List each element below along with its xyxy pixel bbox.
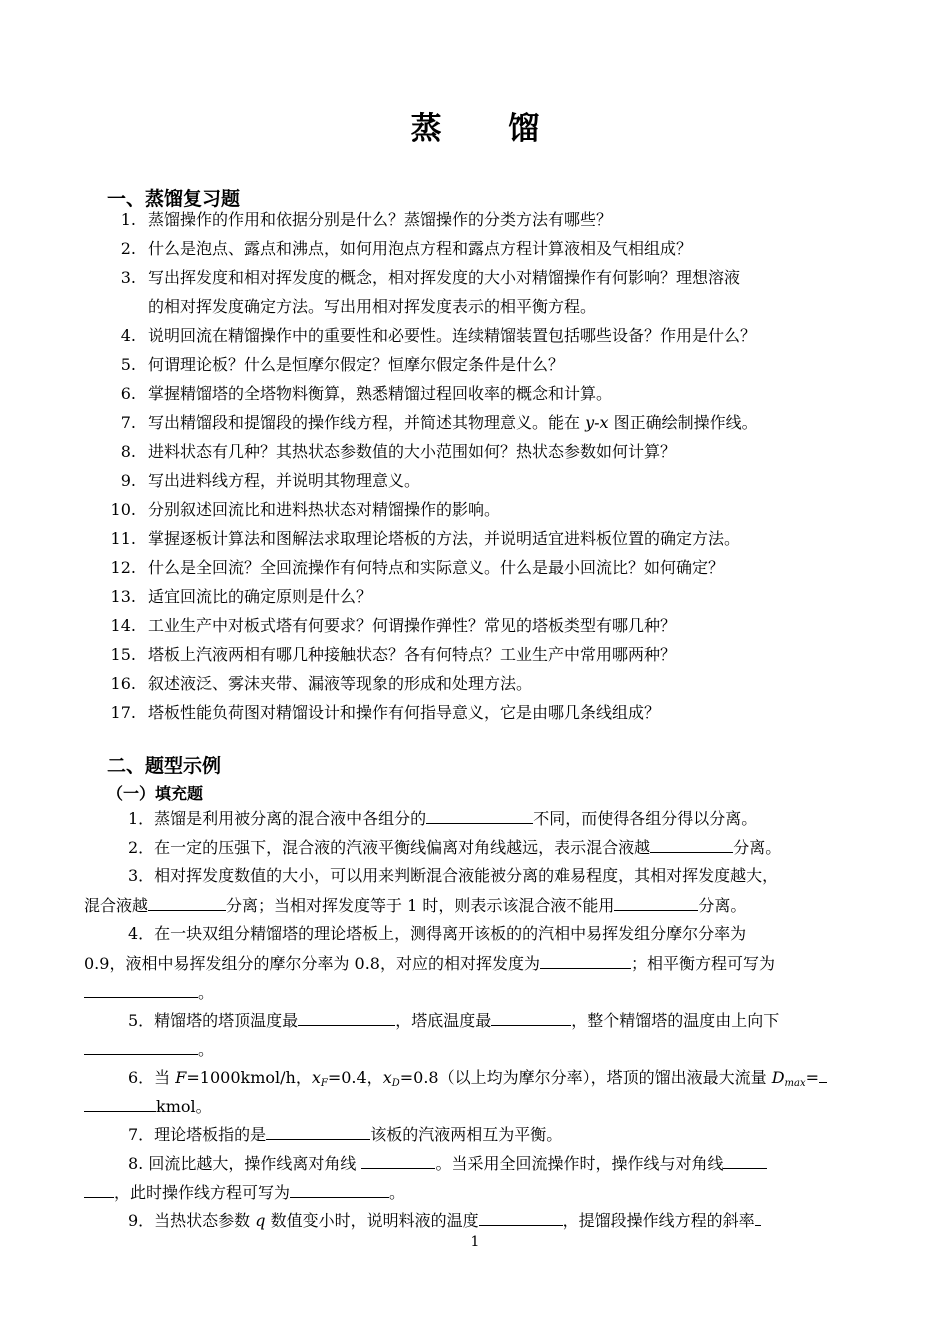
review-question bbox=[96, 645, 676, 665]
question-text: 。 bbox=[198, 983, 215, 1002]
answer-blank[interactable] bbox=[819, 1067, 827, 1083]
math-variable: y-x bbox=[585, 413, 609, 432]
question-text: 分离；当相对挥发度等于 1 时，则表示该混合液不能用 bbox=[226, 896, 615, 915]
question-text: 叙述液泛、雾沫夹带、漏液等现象的形成和处理方法。 bbox=[148, 674, 533, 693]
question-text: 。 bbox=[389, 1183, 406, 1202]
answer-blank[interactable] bbox=[84, 1039, 198, 1055]
fill-question-2 bbox=[128, 837, 781, 858]
question-text: 塔板性能负荷图对精馏设计和操作有何指导意义，它是由哪几条线组成？ bbox=[148, 703, 661, 722]
review-question bbox=[96, 471, 420, 491]
question-text: 写出进料线方程，并说明其物理意义。 bbox=[148, 471, 421, 490]
review-question bbox=[96, 442, 676, 462]
question-text: 分别叙述回流比和进料热状态对精馏操作的影响。 bbox=[148, 500, 501, 519]
review-question bbox=[96, 268, 740, 288]
fill-question-6-cont bbox=[84, 1096, 212, 1117]
fill-question-1 bbox=[128, 808, 757, 829]
question-number: 15. bbox=[110, 645, 136, 664]
question-text: 什么是全回流？全回流操作有何特点和实际意义。什么是最小回流比？如何确定？ bbox=[148, 558, 725, 577]
review-question bbox=[96, 413, 758, 433]
question-text: 6．当 bbox=[128, 1068, 176, 1087]
section1-heading: 一、蒸馏复习题 bbox=[107, 188, 241, 210]
subscript-F: F bbox=[320, 1078, 328, 1089]
question-number: 7. bbox=[120, 413, 136, 432]
question-text: 不同，而使得各组分得以分离。 bbox=[533, 809, 758, 828]
question-text: =1000kmol/h， bbox=[186, 1068, 312, 1087]
var-xD: x bbox=[382, 1068, 392, 1087]
answer-blank[interactable] bbox=[650, 837, 733, 853]
answer-blank[interactable] bbox=[614, 895, 698, 911]
section2-heading: 二、题型示例 bbox=[107, 755, 222, 777]
answer-blank[interactable] bbox=[491, 1010, 571, 1026]
question-text: 适宜回流比的确定原则是什么？ bbox=[148, 587, 373, 606]
question-number: 4. bbox=[120, 326, 136, 345]
answer-blank[interactable] bbox=[266, 1124, 370, 1140]
question-text: 何谓理论板？什么是恒摩尔假定？恒摩尔假定条件是什么？ bbox=[148, 355, 565, 374]
review-question bbox=[96, 558, 724, 578]
question-text: 掌握逐板计算法和图解法求取理论塔板的方法，并说明适宜进料板位置的确定方法。 bbox=[148, 529, 741, 548]
question-text: 工业生产中对板式塔有何要求？何谓操作弹性？常见的塔板类型有哪几种？ bbox=[148, 616, 677, 635]
question-number: 16. bbox=[110, 674, 136, 693]
question-text: 0.9，液相中易挥发组分的摩尔分率为 0.8，对应的相对挥发度为 bbox=[84, 954, 540, 973]
question-text: ，此时操作线方程可写为 bbox=[114, 1183, 291, 1202]
answer-blank[interactable] bbox=[148, 895, 226, 911]
answer-blank[interactable] bbox=[84, 1096, 156, 1112]
question-text: 7．理论塔板指的是 bbox=[128, 1125, 267, 1144]
question-text: = bbox=[805, 1068, 820, 1087]
review-question bbox=[96, 674, 532, 694]
question-number: 17. bbox=[110, 703, 136, 722]
page-number: 1 bbox=[470, 1234, 480, 1250]
answer-blank[interactable] bbox=[84, 982, 198, 998]
answer-blank[interactable] bbox=[426, 808, 533, 824]
question-text: 1．蒸馏是利用被分离的混合液中各组分的 bbox=[128, 809, 427, 828]
question-number: 5. bbox=[120, 355, 136, 374]
subscript-max: max bbox=[784, 1078, 806, 1089]
question-text: 写出精馏段和提馏段的操作线方程，并简述其物理意义。能在 y-x 图正确绘制操作线。 bbox=[148, 413, 758, 432]
question-text: 。 bbox=[198, 1040, 215, 1059]
question-text: 说明回流在精馏操作中的重要性和必要性。连续精馏装置包括哪些设备？作用是什么？ bbox=[148, 326, 757, 345]
fill-question-9 bbox=[128, 1210, 761, 1231]
answer-blank[interactable] bbox=[723, 1153, 767, 1169]
question-text: 写出挥发度和相对挥发度的概念，相对挥发度的大小对精馏操作有何影响？理想溶液 bbox=[148, 268, 741, 287]
question-number: 6. bbox=[120, 384, 136, 403]
answer-blank[interactable] bbox=[84, 1182, 114, 1198]
question-text: ，提馏段操作线方程的斜率 bbox=[562, 1211, 755, 1230]
fill-question-5-cont bbox=[84, 1039, 214, 1060]
review-question bbox=[96, 529, 740, 549]
question-number: 1. bbox=[120, 210, 136, 229]
question-text: ；相平衡方程可写为 bbox=[630, 954, 775, 973]
answer-blank[interactable] bbox=[290, 1182, 389, 1198]
question-text: 数值变小时，说明料液的温度 bbox=[265, 1211, 479, 1230]
review-question bbox=[96, 355, 564, 375]
review-question bbox=[96, 616, 676, 636]
var-Dmax: D bbox=[771, 1068, 785, 1087]
fill-question-3: 3．相对挥发度数值的大小，可以用来判断混合液能被分离的难易程度，其相对挥发度越大， bbox=[128, 866, 779, 885]
question-text: =0.4， bbox=[327, 1068, 383, 1087]
question-text: kmol。 bbox=[156, 1097, 212, 1116]
fill-question-5 bbox=[128, 1010, 779, 1031]
fill-question-6 bbox=[128, 1067, 827, 1094]
question-text: 蒸馏操作的作用和依据分别是什么？蒸馏操作的分类方法有哪些？ bbox=[148, 210, 613, 229]
question-text: 该板的汽液两相互为平衡。 bbox=[370, 1125, 563, 1144]
question-text: 2．在一定的压强下，混合液的汽液平衡线偏离对角线越远，表示混合液越 bbox=[128, 838, 651, 857]
question-text: 8. 回流比越大，操作线离对角线 bbox=[128, 1154, 362, 1173]
question-number: 13. bbox=[110, 587, 136, 606]
answer-blank[interactable] bbox=[479, 1210, 563, 1226]
question-number: 14. bbox=[110, 616, 136, 635]
question-text: 混合液越 bbox=[84, 896, 149, 915]
answer-blank[interactable] bbox=[361, 1153, 435, 1169]
fill-question-4-cont2 bbox=[84, 982, 214, 1003]
question-number: 2. bbox=[120, 239, 136, 258]
question-number: 12. bbox=[110, 558, 136, 577]
question-text: 5．精馏塔的塔顶温度最 bbox=[128, 1011, 299, 1030]
review-question bbox=[96, 326, 756, 346]
question-text: 分离。 bbox=[733, 838, 782, 857]
question-number: 10. bbox=[110, 500, 136, 519]
question-text: 掌握精馏塔的全塔物料衡算，熟悉精馏过程回收率的概念和计算。 bbox=[148, 384, 613, 403]
question-text: 分离。 bbox=[698, 896, 747, 915]
review-question bbox=[96, 239, 692, 259]
fill-question-7 bbox=[128, 1124, 562, 1145]
fill-question-4: 4．在一块双组分精馏塔的理论塔板上，测得离开该板的的汽相中易挥发组分摩尔分率为 bbox=[128, 924, 747, 943]
question-text: 什么是泡点、露点和沸点，如何用泡点方程和露点方程计算液相及气相组成？ bbox=[148, 239, 693, 258]
fill-question-8 bbox=[128, 1153, 767, 1174]
var-F: F bbox=[175, 1068, 187, 1087]
question-text: ，塔底温度最 bbox=[395, 1011, 492, 1030]
question-text: ，整个精馏塔的温度由上向下 bbox=[571, 1011, 780, 1030]
review-question bbox=[96, 587, 372, 607]
answer-blank[interactable] bbox=[755, 1210, 761, 1226]
subscript-D: D bbox=[391, 1078, 400, 1089]
question-number: 8. bbox=[120, 442, 136, 461]
question-text: 塔板上汽液两相有哪几种接触状态？各有何特点？工业生产中常用哪两种？ bbox=[148, 645, 677, 664]
question-text: 。当采用全回流操作时，操作线与对角线 bbox=[435, 1154, 724, 1173]
question-number: 3. bbox=[120, 268, 136, 287]
answer-blank[interactable] bbox=[298, 1010, 395, 1026]
fill-question-8-cont bbox=[84, 1182, 405, 1203]
question-text: 进料状态有几种？其热状态参数值的大小范围如何？热状态参数如何计算？ bbox=[148, 442, 677, 461]
var-q: q bbox=[255, 1211, 266, 1230]
review-question bbox=[96, 210, 612, 230]
review-question bbox=[96, 500, 500, 520]
fill-question-4-cont bbox=[84, 953, 775, 974]
review-question bbox=[96, 384, 612, 404]
review-question bbox=[96, 703, 660, 723]
question-text: =0.8（以上均为摩尔分率），塔顶的馏出液最大流量 bbox=[399, 1068, 772, 1087]
answer-blank[interactable] bbox=[540, 953, 631, 969]
fill-in-heading: （一）填充题 bbox=[107, 784, 204, 803]
question-number: 11. bbox=[110, 529, 136, 548]
fill-question-3-cont bbox=[84, 895, 746, 916]
var-xF: x bbox=[311, 1068, 321, 1087]
document-title: 蒸 馏 bbox=[410, 111, 568, 147]
question-text: 9．当热状态参数 bbox=[128, 1211, 256, 1230]
review-question-continuation: 的相对挥发度确定方法。写出用相对挥发度表示的相平衡方程。 bbox=[148, 297, 597, 316]
question-number: 9. bbox=[120, 471, 136, 490]
